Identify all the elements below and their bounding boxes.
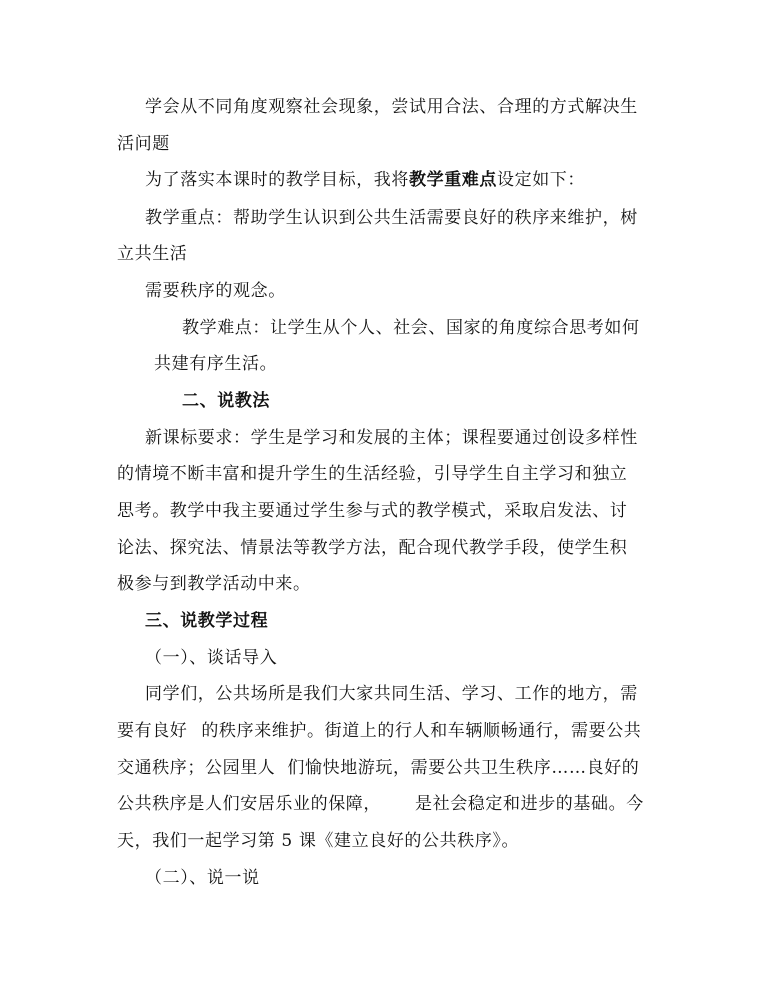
text-span: 设定如下： <box>497 170 585 190</box>
text-span: 是社会稳定和进步的基础。今 <box>415 794 644 814</box>
paragraph-line: 共建有序生活。 <box>154 354 278 374</box>
paragraph-line: 新课标要求：学生是学习和发展的主体；课程要通过创设多样性 <box>145 428 638 448</box>
text-span: 们愉快地游玩，需要公共卫生秩序……良好的 <box>287 758 640 778</box>
text-span: 为了落实本课时的教学目标，我将 <box>145 170 409 190</box>
paragraph-line <box>117 794 644 814</box>
paragraph-line: 的情境不断丰富和提升学生的生活经验，引导学生自主学习和独立 <box>117 464 628 484</box>
paragraph-line: 活问题 <box>117 134 170 154</box>
paragraph-line <box>145 170 585 190</box>
text-span: 公共秩序是人们安居乐业的保障， <box>117 794 381 814</box>
paragraph-line <box>117 721 641 741</box>
paragraph-line: 学会从不同角度观察社会现象，尝试用合法、合理的方式解决生 <box>145 97 638 117</box>
paragraph-line <box>117 758 639 778</box>
paragraph-line: 立共生活 <box>117 244 188 264</box>
text-span: 的秩序来维护。街道上的行人和车辆顺畅通行，需要公共 <box>201 721 642 741</box>
text-span: 交通秩序；公园里人 <box>117 758 276 778</box>
text-span: 要有良好 <box>117 721 188 741</box>
paragraph-line: 思考。教学中我主要通过学生参与式的教学模式，采取启发法、讨 <box>117 501 628 521</box>
paragraph-line: 论法、探究法、情景法等教学方法，配合现代教学手段，使学生积 <box>117 538 628 558</box>
paragraph-line: 需要秩序的观念。 <box>145 281 286 301</box>
paragraph-line: 天，我们一起学习第 5 课《建立良好的公共秩序》。 <box>117 831 520 851</box>
subsection-heading: （一）、谈话导入 <box>145 648 278 668</box>
section-heading: 二、说教法 <box>182 391 270 411</box>
paragraph-line: 教学难点：让学生从个人、社会、国家的角度综合思考如何 <box>182 318 640 338</box>
paragraph-line: 教学重点：帮助学生认识到公共生活需要良好的秩序来维护，树 <box>145 208 638 228</box>
paragraph-line: 同学们，公共场所是我们大家共同生活、学习、工作的地方，需 <box>145 684 638 704</box>
subsection-heading: （二）、说一说 <box>145 868 260 888</box>
paragraph-line: 极参与到教学活动中来。 <box>117 574 311 594</box>
section-heading: 三、说教学过程 <box>145 611 269 631</box>
emphasis-text: 教学重难点 <box>409 170 497 190</box>
